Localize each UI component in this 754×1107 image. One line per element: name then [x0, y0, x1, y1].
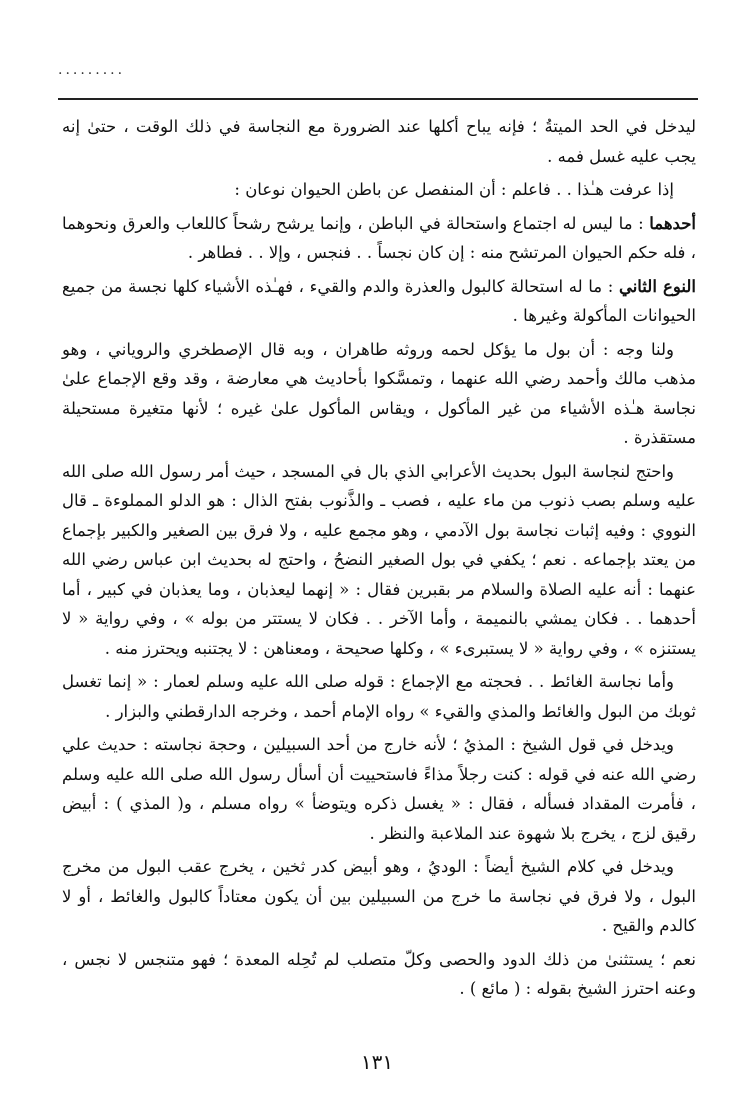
- paragraph-text: واحتج لنجاسة البول بحديث الأعرابي الذي بال في المسجد ، حيث أمر رسول الله صلى الله عليه وسلم بصب ذنوب من ماء عليه ، فصب ـ والذَّنوب بفتح الذال : هو الدلو المملوءة ـ قال النووي : وفيه إثبات نجاسة بول الآدمي ، وهو مجمع عليه ، ولا فرق بين الصغير والكبير بإجماع من يعتد بإجماعه . نعم ؛ يكفي في بول الصغير النضحُ ، واحتج له بحديث ابن عباس رضي الله عنهما : أنه عليه الصلاة والسلام مر بقبرين فقال : « إنهما ليعذبان ، وما يعذبان في كبير ، أما أحدهما . . فكان يمشي بالنميمة ، وأما الآخر . . فكان لا يستتر من بوله » ، وفي رواية « لا يستنزه » ، وفي رواية « لا يستبرىء » ، وكلها صحيحة ، ومعناهن : لا يجتنبه ويحترز منه .: [62, 461, 696, 658]
- header-dots: .........: [58, 62, 126, 78]
- paragraph-text: إذا عرفت هـٰذا . . فاعلم : أن المنفصل عن باطن الحيوان نوعان :: [234, 180, 674, 199]
- paragraph-text: وأما نجاسة الغائط . . فحجته مع الإجماع : قوله صلى الله عليه وسلم لعمار : « إنما تغسل ثوبك من البول والغائط والمذي والقيء » رواه الإمام أحمد ، وخرجه الدارقطني والبزار .: [62, 672, 696, 721]
- header-rule: [58, 98, 698, 100]
- paragraph-8: [62, 730, 696, 848]
- paragraph-lead: أحدهما: [649, 213, 696, 233]
- paragraph-10: [62, 945, 696, 1004]
- paragraph-text: ويدخل في قول الشيخ : المذيُ ؛ لأنه خارج من أحد السبيلين ، وحجة نجاسته : حديث علي رضي الله عنه في قوله : كنت رجلاً مذاءً فاستحييت أن أسأل رسول الله صلى الله عليه وسلم ، فأمرت المقداد فسأله ، فقال : « يغسل ذكره ويتوضأ » رواه مسلم ، و( المذي ) : أبيض رقيق لزج ، يخرج بلا شهوة عند الملاعبة والنظر .: [62, 735, 696, 843]
- paragraph-6: [62, 457, 696, 664]
- paragraph-text: ولنا وجه : أن بول ما يؤكل لحمه وروثه طاهران ، وبه قال الإصطخري والروياني ، وهو مذهب مالك وأحمد رضي الله عنهما ، وتمسَّكوا بأحاديث هي معارضة ، وقد وقع الإجماع علىٰ نجاسة هـٰذه الأشياء من غير المأكول ، ويقاس المأكول علىٰ غيره ؛ لأنها متغيرة مستحيلة مستقذرة .: [62, 339, 696, 447]
- paragraph-3: [62, 209, 696, 268]
- paragraph-text: : ما له استحالة كالبول والعذرة والدم والقيء ، فهـٰذه الأشياء كلها نجسة من جميع الحيوانات المأكولة وغيرها .: [62, 276, 696, 325]
- page-number: ١٣١: [360, 1050, 394, 1074]
- paragraph-text: : ما ليس له اجتماع واستحالة في الباطن ، وإنما يرشح رشحاً كاللعاب والعرق ونحوهما ، فله حكم الحيوان المرتشح منه : إن كان نجساً . . فنجس ، وإلا . . فطاهر .: [62, 213, 696, 262]
- paragraph-4: [62, 272, 696, 331]
- paragraph-2: [62, 175, 696, 205]
- paragraph-text: ويدخل في كلام الشيخ أيضاً : الوديُ ، وهو أبيض كدر ثخين ، يخرج عقب البول من مخرج البول ، ولا فرق في نجاسة ما خرج من السبيلين بين أن يكون معتاداً كالبول والغائط ، أو لا كالدم والقيح .: [62, 857, 696, 935]
- page-body: [62, 112, 696, 1004]
- paragraph-5: [62, 335, 696, 453]
- paragraph-lead: النوع الثاني: [618, 276, 696, 296]
- paragraph-7: [62, 667, 696, 726]
- paragraph-text: نعم ؛ يستثنىٰ من ذلك الدود والحصى وكلّ متصلب لم تُحِله المعدة ؛ فهو متنجس لا نجس ، وعنه احترز الشيخ بقوله : ( مائع ) .: [62, 949, 696, 998]
- paragraph-1: [62, 112, 696, 171]
- paragraph-9: [62, 852, 696, 941]
- paragraph-text: ليدخل في الحد الميتةُ ؛ فإنه يباح أكلها عند الضرورة مع النجاسة في ذلك الوقت ، حتىٰ إنه يجب عليه غسل فمه .: [62, 117, 696, 166]
